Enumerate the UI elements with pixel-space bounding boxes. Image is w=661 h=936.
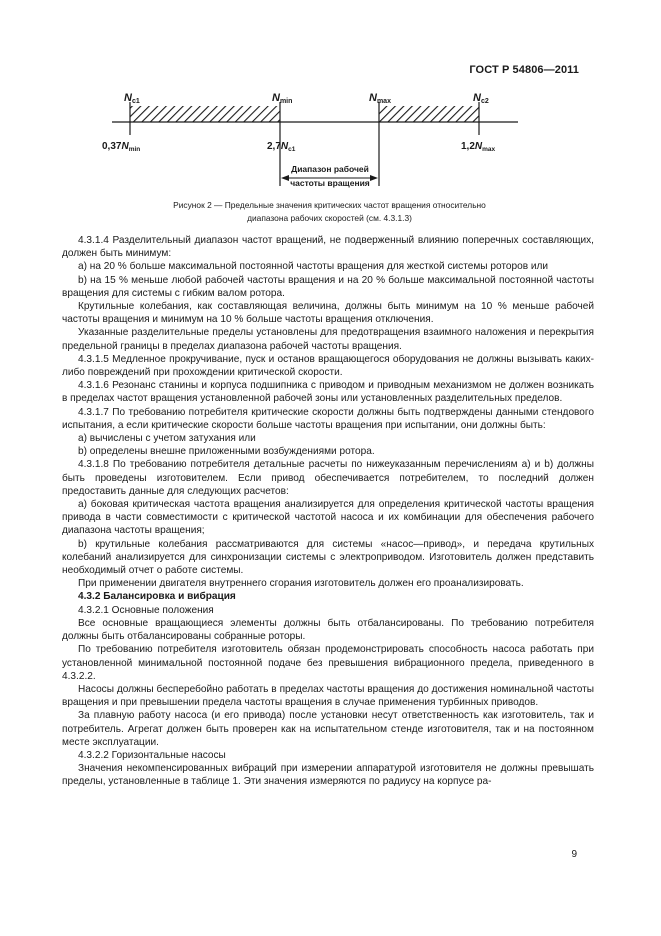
list-item: b) определены внешне приложенными возбуждениями ротора. bbox=[78, 446, 375, 458]
list-item: b) на 15 % меньше любой рабочей частоты вращения и на 20 % больше максимальной постоянной частоты вращения для системы с гибким валом ротора. bbox=[62, 274, 594, 299]
list-item: b) крутильные колебания рассматриваются для системы «насос—привод», и передача крутильных колебаний анализируется для синхронизации системы с электроприводом. Изготовитель должен представить необходимый отчет о работе системы. bbox=[62, 538, 594, 577]
paragraph: 4.3.1.7 По требованию потребителя критические скорости должны быть подтверждены данными стендового испытания, а если критические скорости больше частоты вращения при испытании, они должны быть: bbox=[62, 406, 594, 431]
label-nmax: Nmax bbox=[369, 92, 391, 105]
paragraph: За плавную работу насоса (и его привода) после установки несут ответственность как изготовитель, так и потребитель. Агрегат должен быть проверен как на испытательном стенде изготовителя, так и на постоянном месте эксплуатации. bbox=[62, 710, 594, 748]
range-label-line2: частоты вращения bbox=[290, 178, 370, 188]
body-text bbox=[62, 234, 594, 789]
range-label-line1: Диапазон рабочей bbox=[291, 164, 369, 174]
subsection-heading: 4.3.2.2 Горизонтальные насосы bbox=[78, 749, 226, 761]
paragraph: Крутильные колебания, как составляющая величина, должны быть минимум на 10 % меньше рабочей частоты вращения и минимум на 10 % больше частоты вращения отключения. bbox=[62, 301, 594, 326]
paragraph: По требованию потребителя изготовитель обязан продемонстрировать способность насоса работать при установленной минимальной постоянной подаче без превышения вибрационного предела, приведенного в 4.3.2.2. bbox=[62, 644, 594, 682]
paragraph: Насосы должны бесперебойно работать в пределах частоты вращения до достижения номинальной частоты вращения и при превышении предела частоты вращения в случае применения турбинных приводов. bbox=[62, 683, 594, 709]
paragraph: Все основные вращающиеся элементы должны быть отбалансированы. По требованию потребителя должны быть отбалансированы собранные роторы. bbox=[62, 617, 594, 643]
standard-header: ГОСТ Р 54806—2011 bbox=[469, 64, 579, 76]
hatched-zone-lower bbox=[130, 106, 280, 122]
page-number: 9 bbox=[571, 849, 577, 860]
paragraph: 4.3.1.5 Медленное прокручивание, пуск и останов вращающегося оборудования не должны вызывать каких-либо повреждений при прохождении критической скорости. bbox=[62, 353, 594, 379]
subsection-heading: 4.3.2.1 Основные положения bbox=[78, 604, 214, 616]
hatched-zone-upper bbox=[379, 106, 479, 122]
critical-speed-diagram bbox=[0, 0, 661, 200]
paragraph: 4.3.1.8 По требованию потребителя детальные расчеты по нижеуказанным перечислениям а) и b) должны быть проведены изготовителем. Если привод обеспечивается потребителем, то последний должен предоставить данные для следующих расчетов: bbox=[62, 459, 594, 497]
paragraph: 4.3.1.6 Резонанс станины и корпуса подшипника с приводом и приводным механизмом не должен возникать в пределах частот вращения установленной рабочей зоны или установленных разделительных пределов. bbox=[62, 380, 594, 405]
range-arrowhead-right bbox=[370, 175, 378, 181]
label-nc1: Nc1 bbox=[124, 92, 140, 105]
label-037nmin: $0,37N_{min}$ bbox=[102, 141, 141, 153]
figure-caption bbox=[60, 199, 599, 225]
label-12nmax: $1,2N_{max}$ bbox=[461, 141, 496, 153]
paragraph: Указанные разделительные пределы установлены для предотвращения взаимного наложения и перекрытия предельной границы в пределах диапазона рабочей частоты вращения. bbox=[62, 327, 594, 352]
section-heading: 4.3.2 Балансировка и вибрация bbox=[78, 591, 236, 603]
figure-caption-line2: диапазона рабочих скоростей (см. 4.3.1.3) bbox=[247, 213, 412, 223]
label-27nc1: $2,7N_{c1}$ bbox=[267, 141, 296, 153]
list-item: а) боковая критическая частота вращения анализируется для определения критической частоты вращения привода в части совместимости с критической частотой насоса и их комбинации для обеспечения рабочего диапазона частоты вращения; bbox=[62, 499, 594, 537]
label-nc2: Nc2 bbox=[473, 92, 489, 105]
label-nmin: Nmin bbox=[272, 92, 293, 105]
figure-caption-line1: Рисунок 2 — Предельные значения критических частот вращения относительно bbox=[173, 200, 486, 210]
range-arrowhead-left bbox=[281, 175, 289, 181]
paragraph: 4.3.1.4 Разделительный диапазон частот вращений, не подверженный влиянию поперечных составляющих, должен быть минимум: bbox=[62, 235, 594, 260]
list-item: а) на 20 % больше максимальной постоянной частоты вращения для жесткой системы роторов или bbox=[78, 261, 549, 273]
list-item: а) вычислены с учетом затухания или bbox=[78, 433, 256, 445]
paragraph: При применении двигателя внутреннего сгорания изготовитель должен его проанализировать. bbox=[78, 578, 524, 590]
paragraph: Значения некомпенсированных вибраций при измерении аппаратурой изготовителя не должны превышать пределы, установленные в таблице 1. Эти значения измеряются по радиусу на корпусе ра- bbox=[62, 763, 594, 788]
